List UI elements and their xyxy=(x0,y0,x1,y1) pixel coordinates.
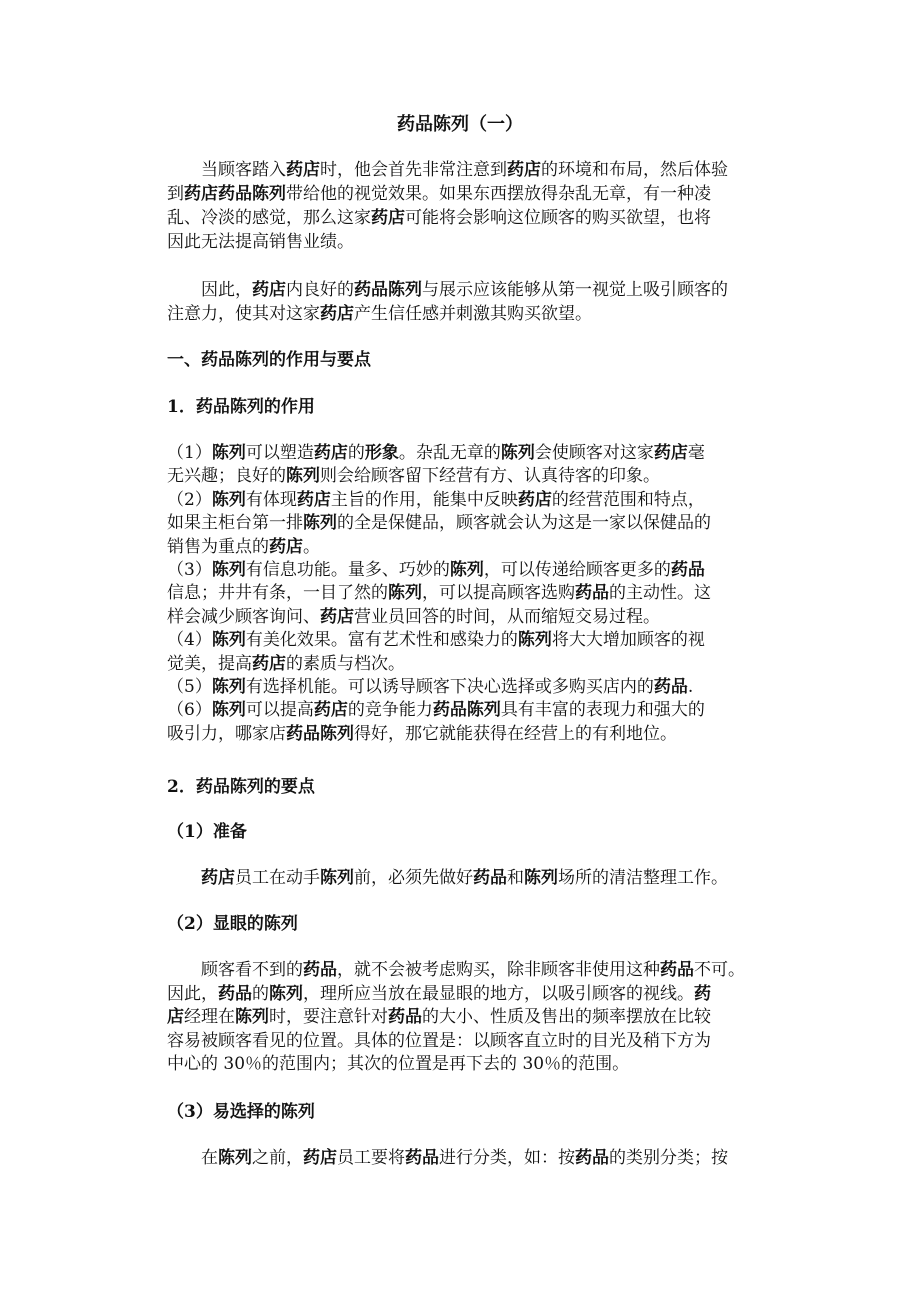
text-line xyxy=(167,958,757,982)
text-run: 毫 xyxy=(687,443,705,463)
text-run: 带给他的视觉效果。如果东西摆放得杂乱无章，有一种凌 xyxy=(286,184,711,204)
bold-term: 药店 xyxy=(507,160,541,180)
bold-term: 陈列 xyxy=(211,489,246,510)
text-run: 可能将会影响这位顾客的购买欲望，也将 xyxy=(405,208,711,228)
point-heading-visible: （2）显眼的陈列 xyxy=(167,914,298,934)
bold-term: 陈列 xyxy=(517,630,552,651)
bold-term: 陈列 xyxy=(500,443,535,463)
bold-term: 药店 xyxy=(201,868,235,888)
bold-term: 药品 xyxy=(405,1148,439,1168)
text-run: 乱、冷淡的感觉，那么这家 xyxy=(167,208,371,228)
text-run: 销售为重点的 xyxy=(167,536,269,557)
text-run: ，可以传递给顾客更多的 xyxy=(483,560,671,580)
text-run: 中心的 30％的范围内；其次的位置是再下去的 30％的范围。 xyxy=(167,1054,630,1075)
text-line xyxy=(167,866,757,890)
text-run: 在 xyxy=(167,1148,218,1168)
text-run: 有美化效果。富有艺术性和感染力的 xyxy=(245,630,518,651)
text-run: 信息；井井有条，一目了然的 xyxy=(167,583,388,604)
text-run: 的全是保健品，顾客就会认为这是一家以保健品的 xyxy=(337,513,711,534)
bold-term: 药店 xyxy=(296,489,331,510)
bold-term: 药品 xyxy=(218,983,252,1004)
text-run: 员工要将 xyxy=(337,1148,405,1168)
bold-term: 陈列 xyxy=(211,700,246,721)
text-line xyxy=(167,278,757,302)
bold-term: 药店 xyxy=(269,536,303,557)
text-run: 的经营范围和特点， xyxy=(551,489,705,510)
text-line xyxy=(167,441,757,465)
bold-term: 药店药品陈列 xyxy=(184,184,286,204)
text-run: 时，他会首先非常注意到 xyxy=(320,160,507,180)
text-run: 内良好的 xyxy=(286,280,354,300)
text-line xyxy=(167,182,757,206)
bold-term: 陈列 xyxy=(286,466,320,487)
text-run: 无兴趣；良好的 xyxy=(167,466,286,487)
bold-term: 药品 xyxy=(670,560,705,580)
text-run: 将大大增加顾客的视 xyxy=(551,630,705,651)
text-run: ，理所应当放在最显眼的地方，以吸引顾客的视线。 xyxy=(303,983,694,1004)
text-run: 营业员回答的时间，从而缩短交易过程。 xyxy=(354,606,660,627)
text-line xyxy=(167,1052,757,1076)
text-run: 得好，那它就能获得在经营上的有利地位。 xyxy=(354,723,677,744)
text-run: 觉美，提高 xyxy=(167,653,252,674)
subsection-heading-points: 2．药品陈列的要点 xyxy=(167,777,315,797)
bold-term: 陈列 xyxy=(449,560,484,580)
text-run: 具有丰富的表现力和强大的 xyxy=(500,700,705,721)
text-run: 的 xyxy=(347,443,365,463)
subsection-heading-roles: 1．药品陈列的作用 xyxy=(167,397,315,417)
text-line xyxy=(167,558,757,582)
bold-term: 陈列 xyxy=(235,1007,269,1028)
text-run: （2） xyxy=(167,489,212,510)
page-title: 药品陈列（一） xyxy=(397,114,523,135)
text-run: ，可以提高顾客选购 xyxy=(422,583,575,604)
text-run: （4） xyxy=(167,630,212,651)
bold-term: 店 xyxy=(167,1007,184,1028)
section-heading-1: 一、药品陈列的作用与要点 xyxy=(167,350,371,370)
text-line xyxy=(167,511,757,535)
bold-term: 药品 xyxy=(473,868,507,888)
bold-term: 药 xyxy=(694,983,711,1004)
bold-term: 药品陈列 xyxy=(432,700,501,721)
bold-term: 形象 xyxy=(364,443,399,463)
text-run: 主旨的作用，能集中反映 xyxy=(330,489,518,510)
text-run: （5） xyxy=(167,677,212,697)
bold-term: 陈列 xyxy=(303,513,337,534)
bold-term: 药店 xyxy=(252,653,286,674)
text-run: 的素质与档次。 xyxy=(286,653,405,674)
bold-term: 陈列 xyxy=(388,583,422,604)
text-line xyxy=(167,581,757,605)
text-run: 样会减少顾客询问、 xyxy=(167,606,320,627)
text-run: 吸引力，哪家店 xyxy=(167,723,286,744)
text-run: 因此， xyxy=(167,280,252,300)
bold-term: 陈列 xyxy=(218,1148,252,1168)
text-run: 顾客看不到的 xyxy=(167,960,303,980)
text-line xyxy=(167,652,757,676)
text-line xyxy=(167,206,757,230)
bold-term: 药店 xyxy=(303,1148,337,1168)
text-run: 有信息功能。量多、巧妙的 xyxy=(245,560,450,580)
bold-term: 药品 xyxy=(303,960,337,980)
text-run: 进行分类，如：按 xyxy=(439,1148,575,1168)
text-run: . xyxy=(687,677,694,697)
bold-term: 药店 xyxy=(517,489,552,510)
text-run: 有选择机能。可以诱导顾客下决心选择或多购买店内的 xyxy=(245,677,654,697)
text-run: 。 xyxy=(303,536,320,557)
text-line xyxy=(167,1029,757,1053)
text-run: 可以塑造 xyxy=(245,443,314,463)
bold-term: 药店 xyxy=(653,443,688,463)
text-line xyxy=(167,675,757,699)
text-run xyxy=(167,868,201,888)
text-run: 不可。 xyxy=(694,960,745,980)
bold-term: 药品 xyxy=(575,583,609,604)
text-run: 经理在 xyxy=(184,1007,235,1028)
text-line xyxy=(167,722,757,746)
text-run: 的竞争能力 xyxy=(347,700,433,721)
text-line xyxy=(167,488,757,512)
text-run: （1） xyxy=(167,443,212,463)
text-run: 容易被顾客看见的位置。具体的位置是：以顾客直立时的目光及稍下方为 xyxy=(167,1030,711,1051)
text-run: 的主动性。这 xyxy=(609,583,711,604)
text-line xyxy=(167,464,757,488)
text-line xyxy=(167,158,757,182)
point-heading-prepare: （1）准备 xyxy=(167,822,247,842)
text-line xyxy=(167,982,757,1006)
text-run: 之前， xyxy=(252,1148,303,1168)
bold-term: 药店 xyxy=(252,280,286,300)
text-run: 时，要注意针对 xyxy=(269,1007,388,1028)
bold-term: 药品陈列 xyxy=(354,280,422,300)
bold-term: 药品陈列 xyxy=(286,723,354,744)
text-run: 和 xyxy=(507,868,524,888)
text-line xyxy=(167,605,757,629)
bold-term: 药店 xyxy=(371,208,405,228)
text-line xyxy=(167,1146,757,1170)
bold-term: 药品 xyxy=(660,960,694,980)
text-line xyxy=(167,698,757,722)
text-run: 的大小、性质及售出的频率摆放在比较 xyxy=(422,1007,711,1028)
bold-term: 陈列 xyxy=(320,868,354,888)
text-run: （6） xyxy=(167,700,212,721)
point-heading-selectable: （3）易选择的陈列 xyxy=(167,1102,315,1122)
text-run: 前，必须先做好 xyxy=(354,868,473,888)
text-line xyxy=(167,628,757,652)
text-run: 的 xyxy=(252,983,269,1004)
text-run: 注意力，使其对这家 xyxy=(167,304,320,324)
text-line xyxy=(167,230,757,254)
text-line xyxy=(167,535,757,559)
text-run: 如果主柜台第一排 xyxy=(167,513,303,534)
bold-term: 药店 xyxy=(320,304,354,324)
text-run: （3） xyxy=(167,560,212,580)
bold-term: 陈列 xyxy=(211,630,246,651)
text-run: 。杂乱无章的 xyxy=(398,443,501,463)
text-run: 的类别分类；按 xyxy=(609,1148,728,1168)
text-line xyxy=(167,1005,757,1029)
text-run: 则会给顾客留下经营有方、认真待客的印象。 xyxy=(320,466,660,487)
bold-term: 药店 xyxy=(313,443,348,463)
text-run: 与展示应该能够从第一视觉上吸引顾客的 xyxy=(422,280,728,300)
text-run: 有体现 xyxy=(245,489,297,510)
bold-term: 陈列 xyxy=(524,868,558,888)
text-run: 场所的清洁整理工作。 xyxy=(558,868,728,888)
bold-term: 药品 xyxy=(388,1007,422,1028)
bold-term: 药店 xyxy=(313,700,348,721)
bold-term: 陈列 xyxy=(211,677,246,697)
text-run: 的环境和布局，然后体验 xyxy=(541,160,728,180)
text-run: 可以提高 xyxy=(245,700,314,721)
bold-term: 陈列 xyxy=(211,443,246,463)
text-run: 会使顾客对这家 xyxy=(534,443,654,463)
bold-term: 药店 xyxy=(320,606,354,627)
text-run: 员工在动手 xyxy=(235,868,320,888)
text-line xyxy=(167,302,757,326)
text-run: 产生信任感并刺激其购买欲望。 xyxy=(354,304,592,324)
text-run: 到 xyxy=(167,184,184,204)
text-run: 因此， xyxy=(167,983,218,1004)
text-run: 因此无法提高销售业绩。 xyxy=(167,232,354,252)
text-run: 当顾客踏入 xyxy=(167,160,286,180)
bold-term: 陈列 xyxy=(269,983,303,1004)
bold-term: 药品 xyxy=(653,677,688,697)
bold-term: 药店 xyxy=(286,160,320,180)
text-run: ，就不会被考虑购买，除非顾客非使用这种 xyxy=(337,960,660,980)
bold-term: 药品 xyxy=(575,1148,609,1168)
bold-term: 陈列 xyxy=(211,560,246,580)
